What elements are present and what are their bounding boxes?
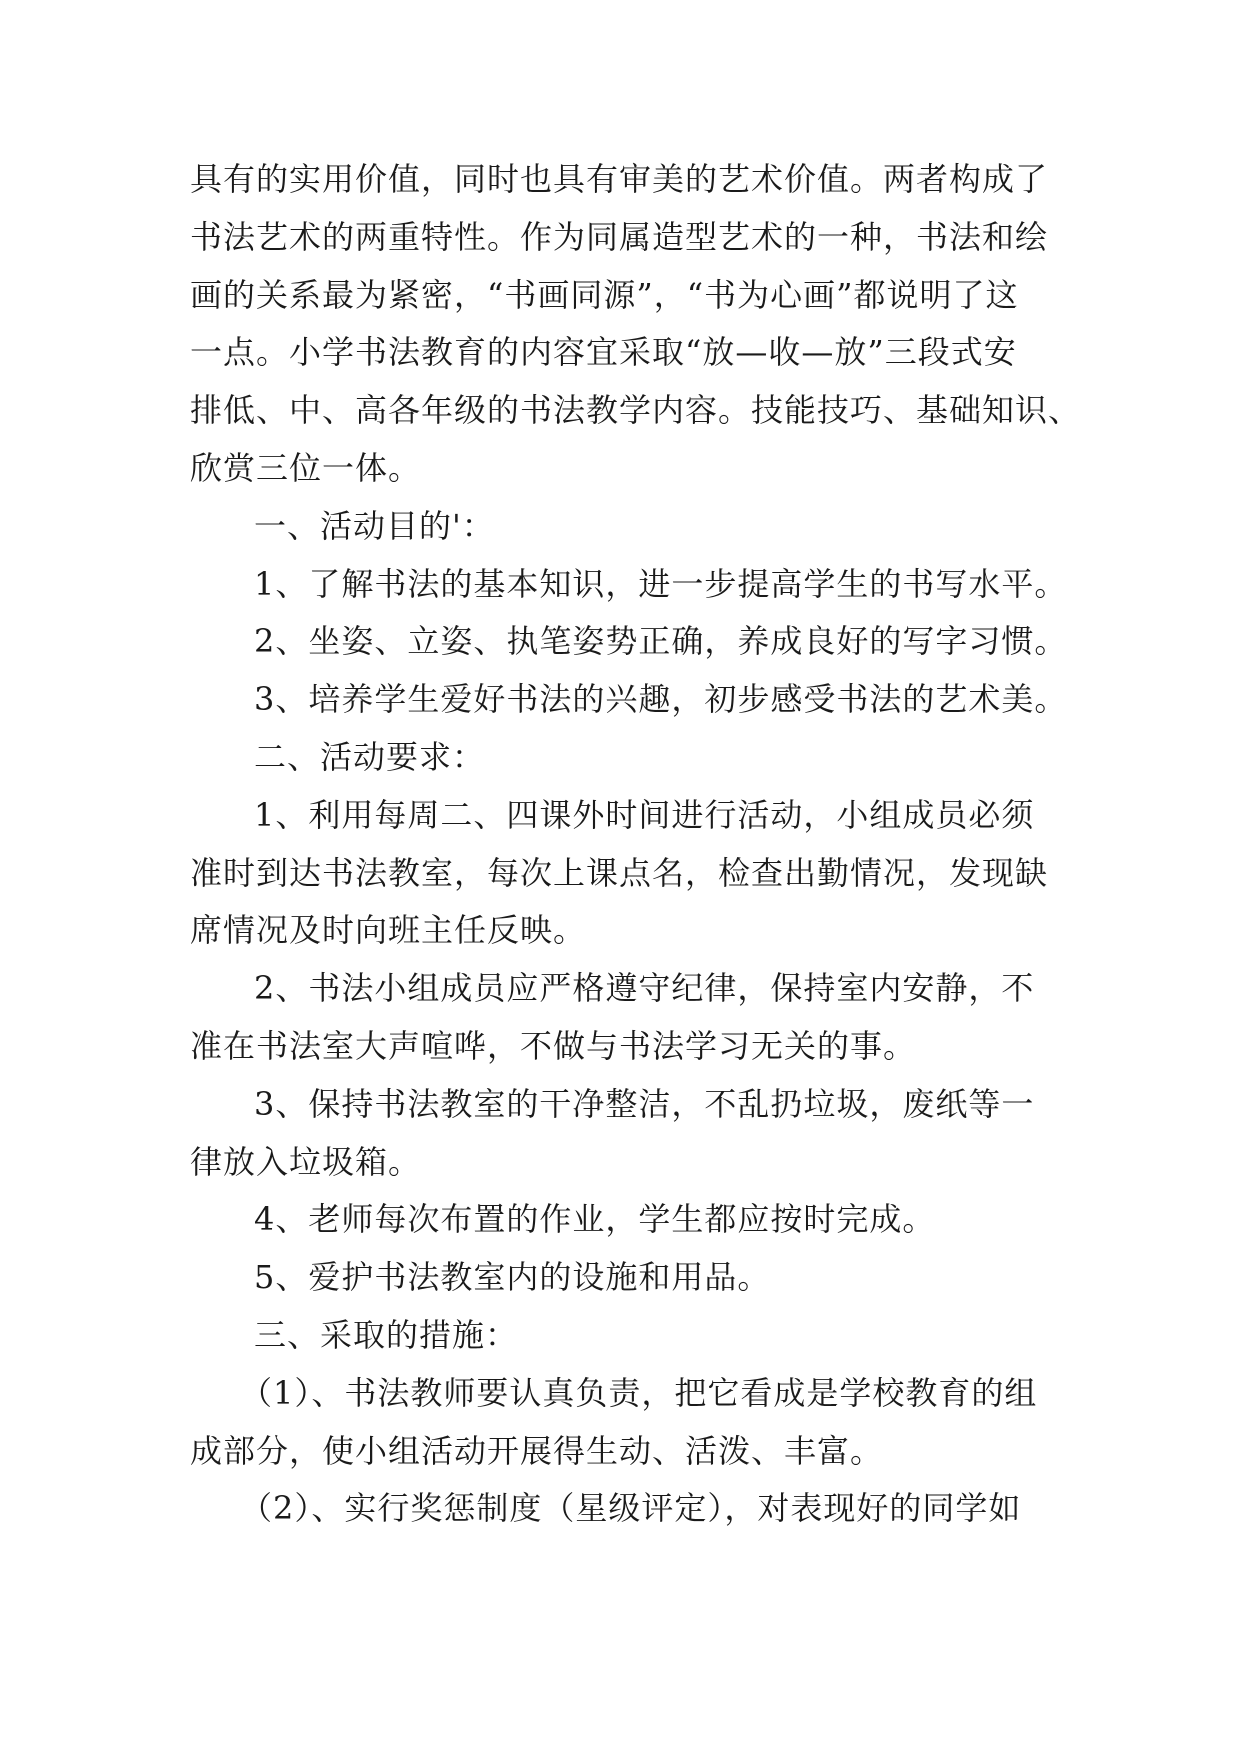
paragraph-line: 准时到达书法教室，每次上课点名，检查出勤情况，发现缺 [190, 853, 1049, 892]
paragraph-line: 席情况及时向班主任反映。 [190, 911, 587, 950]
list-item: 3、培养学生爱好书法的兴趣，初步感受书法的艺术美。 [254, 680, 1068, 719]
section-heading-purpose: 一、活动目的'： [254, 506, 495, 545]
section-heading-measures: 三、采取的措施： [254, 1315, 519, 1354]
paragraph-line: 一点。小学书法教育的内容宜采取“放—收—放”三段式安 [190, 333, 1017, 372]
document-body [190, 151, 1090, 1538]
paragraph-line: 准在书法室大声喧哗，不做与书法学习无关的事。 [190, 1026, 917, 1065]
paragraph-line: 成部分，使小组活动开展得生动、活泼、丰富。 [190, 1431, 884, 1470]
list-item: 5、爱护书法教室内的设施和用品。 [254, 1258, 771, 1297]
paragraph-line: 欣赏三位一体。 [190, 448, 422, 487]
list-item: 2、书法小组成员应严格遵守纪律，保持室内安静，不 [254, 969, 1035, 1008]
paragraph-line: 排低、中、高各年级的书法教学内容。技能技巧、基础知识、 [190, 391, 1082, 430]
paragraph-line: 律放入垃圾箱。 [190, 1142, 422, 1181]
paragraph-line: 书法艺术的两重特性。作为同属造型艺术的一种，书法和绘 [190, 217, 1049, 256]
paragraph-line: 画的关系最为紧密，“书画同源”，“书为心画”都说明了这 [190, 275, 1019, 314]
paragraph-line: 具有的实用价值，同时也具有审美的艺术价值。两者构成了 [190, 160, 1049, 198]
list-item: （1）、书法教师要认真负责，把它看成是学校教育的组 [240, 1373, 1038, 1412]
list-item: 1、利用每周二、四课外时间进行活动，小组成员必须 [254, 795, 1035, 834]
section-heading-requirements: 二、活动要求： [254, 737, 486, 776]
list-item: （2）、实行奖惩制度（星级评定），对表现好的同学如 [240, 1489, 1022, 1528]
list-item: 2、坐姿、立姿、执笔姿势正确，养成良好的写字习惯。 [254, 622, 1068, 661]
list-item: 1、了解书法的基本知识，进一步提高学生的书写水平。 [254, 564, 1068, 603]
list-item: 4、老师每次布置的作业，学生都应按时完成。 [254, 1200, 936, 1239]
list-item: 3、保持书法教室的干净整洁，不乱扔垃圾，废纸等一 [254, 1084, 1035, 1123]
